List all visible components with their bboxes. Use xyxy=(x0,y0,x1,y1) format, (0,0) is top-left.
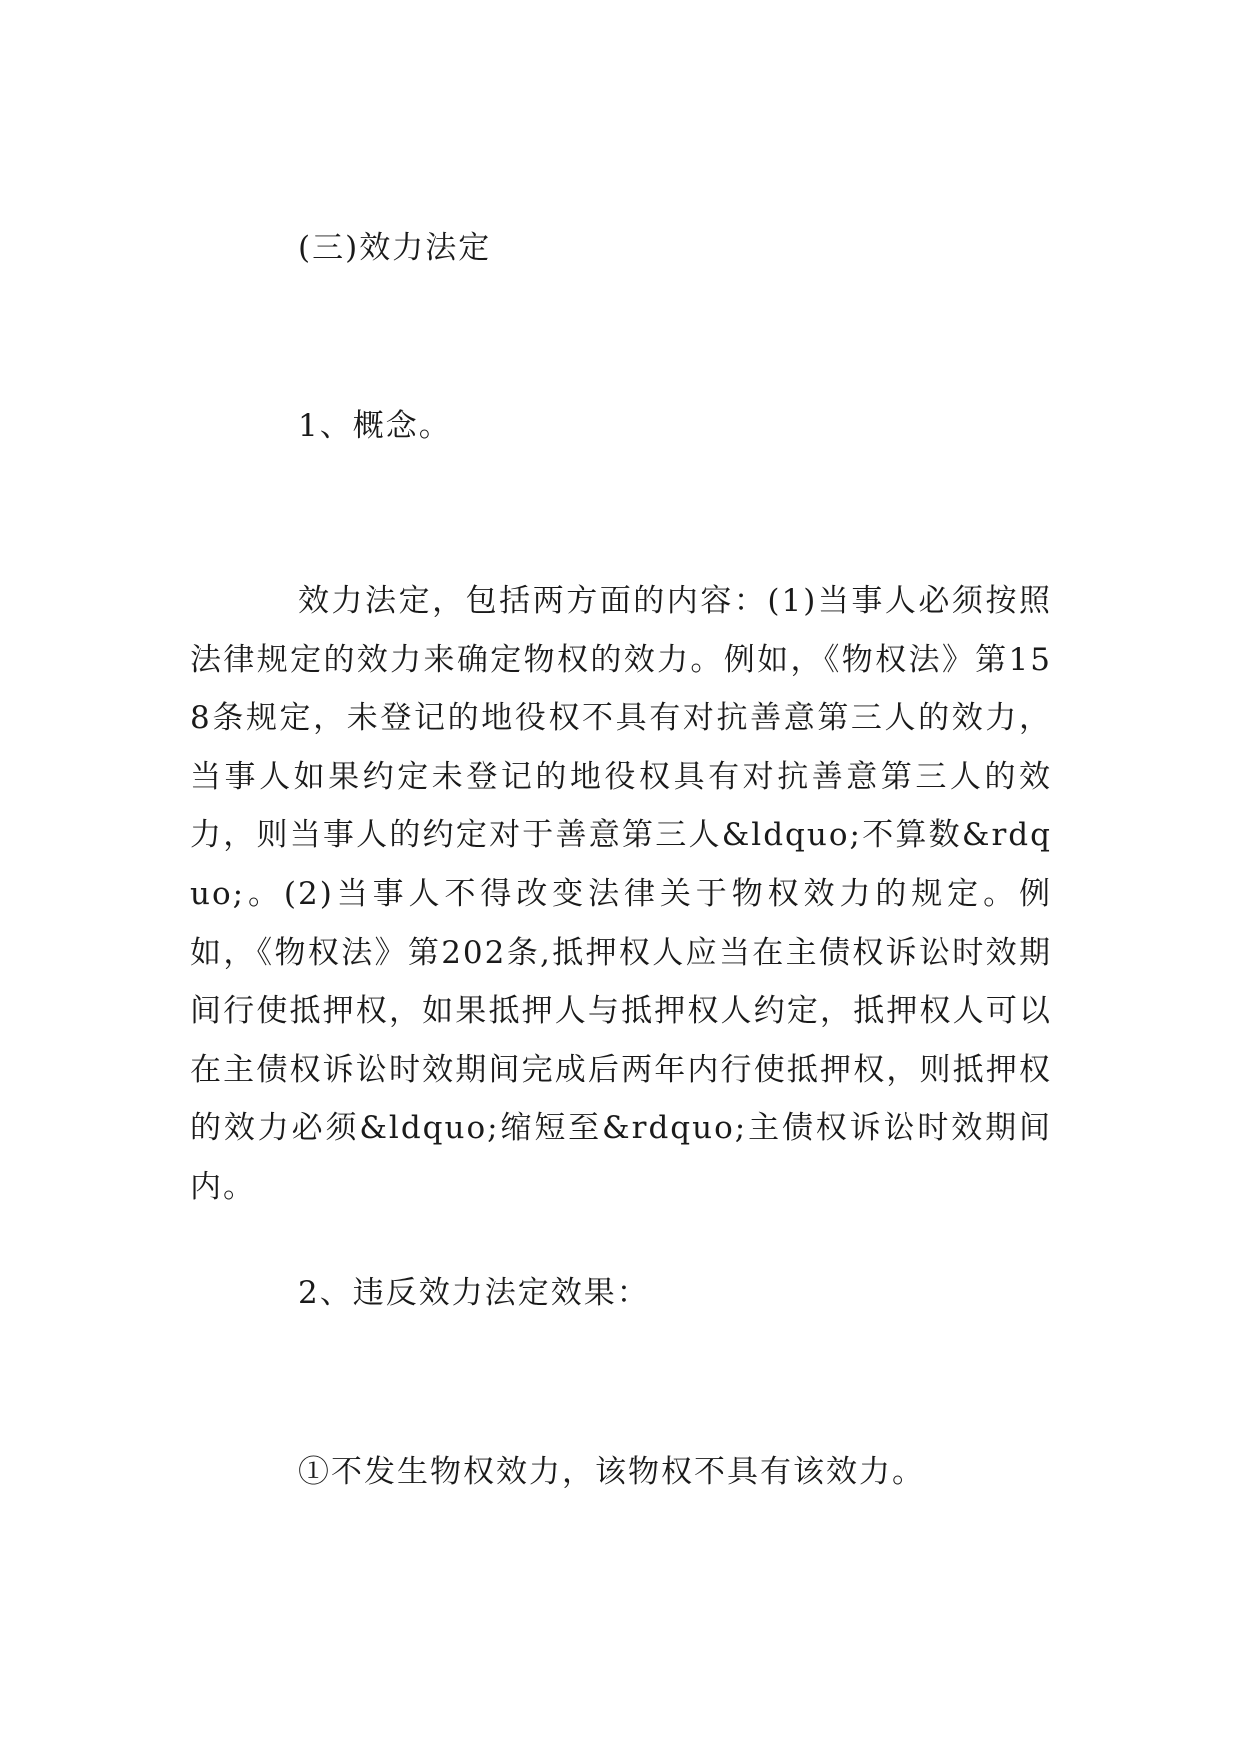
section-heading: (三)效力法定 xyxy=(298,230,492,266)
concept-paragraph: 效力法定，包括两方面的内容：(1)当事人必须按照法律规定的效力来确定物权的效力。例如，《物权法》第158条规定，未登记的地役权不具有对抗善意第三人的效力，当事人如果约定未登记的地役权具有对抗善意第三人的效力，则当事人的约定对于善意第三人&ldquo;不算数&rdquo;。(2)当事人不得改变法律关于物权效力的规定。例如，《物权法》第202条,抵押权人应当在主债权诉讼时效期间行使抵押权，如果抵押人与抵押权人约定，抵押权人可以在主债权诉讼时效期间完成后两年内行使抵押权，则抵押权的效力必须&ldquo;缩短至&rdquo;主债权诉讼时效期间内。 xyxy=(190,583,1052,1205)
violation-effect-heading: 2、违反效力法定效果： xyxy=(298,1275,650,1311)
concept-heading: 1、概念。 xyxy=(298,408,452,444)
list-item: ①不发生物权效力，该物权不具有该效力。 xyxy=(298,1454,925,1490)
